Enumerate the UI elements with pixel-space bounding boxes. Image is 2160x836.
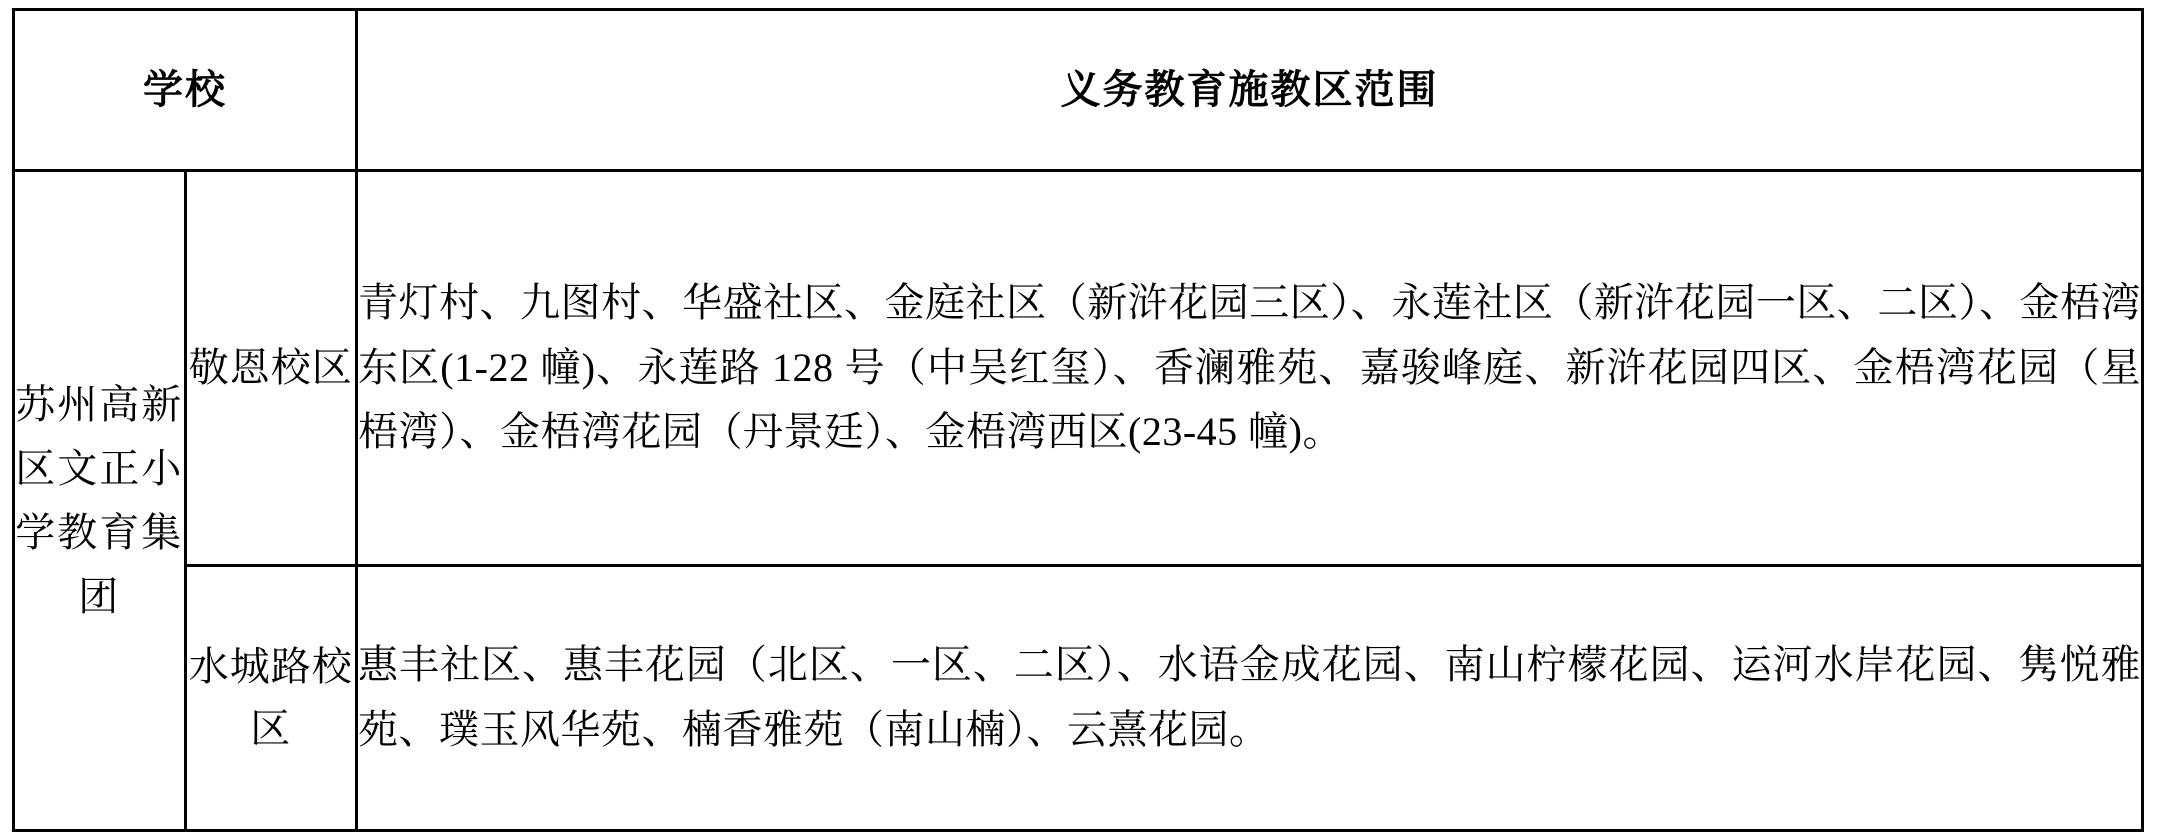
range-text-shuichenglu: 惠丰社区、惠丰花园（北区、一区、二区）、水语金成花园、南山柠檬花园、运河水岸花园、隽悦雅苑、璞玉风华苑、楠香雅苑（南山楠）、云熹花园。: [357, 566, 2143, 831]
header-range: 义务教育施教区范围: [357, 10, 2143, 171]
campus-name-shuichenglu: 水城路校区: [185, 566, 357, 831]
table-header-row: [14, 10, 2143, 171]
table-row: [14, 566, 2143, 831]
table-row: [14, 171, 2143, 566]
campus-name-jingen: 敬恩校区: [185, 171, 357, 566]
header-school: 学校: [14, 10, 357, 171]
school-group-name: 苏州高新区文正小学教育集团: [14, 171, 186, 831]
range-text-jingen: 青灯村、九图村、华盛社区、金庭社区（新浒花园三区）、永莲社区（新浒花园一区、二区）、金梧湾东区(1-22 幢)、永莲路 128 号（中吴红玺）、香澜雅苑、嘉骏峰庭、新浒花园四区、金梧湾花园（星梧湾）、金梧湾花园（丹景廷）、金梧湾西区(23-45 幢)。: [357, 171, 2143, 566]
education-district-table: [12, 8, 2144, 832]
